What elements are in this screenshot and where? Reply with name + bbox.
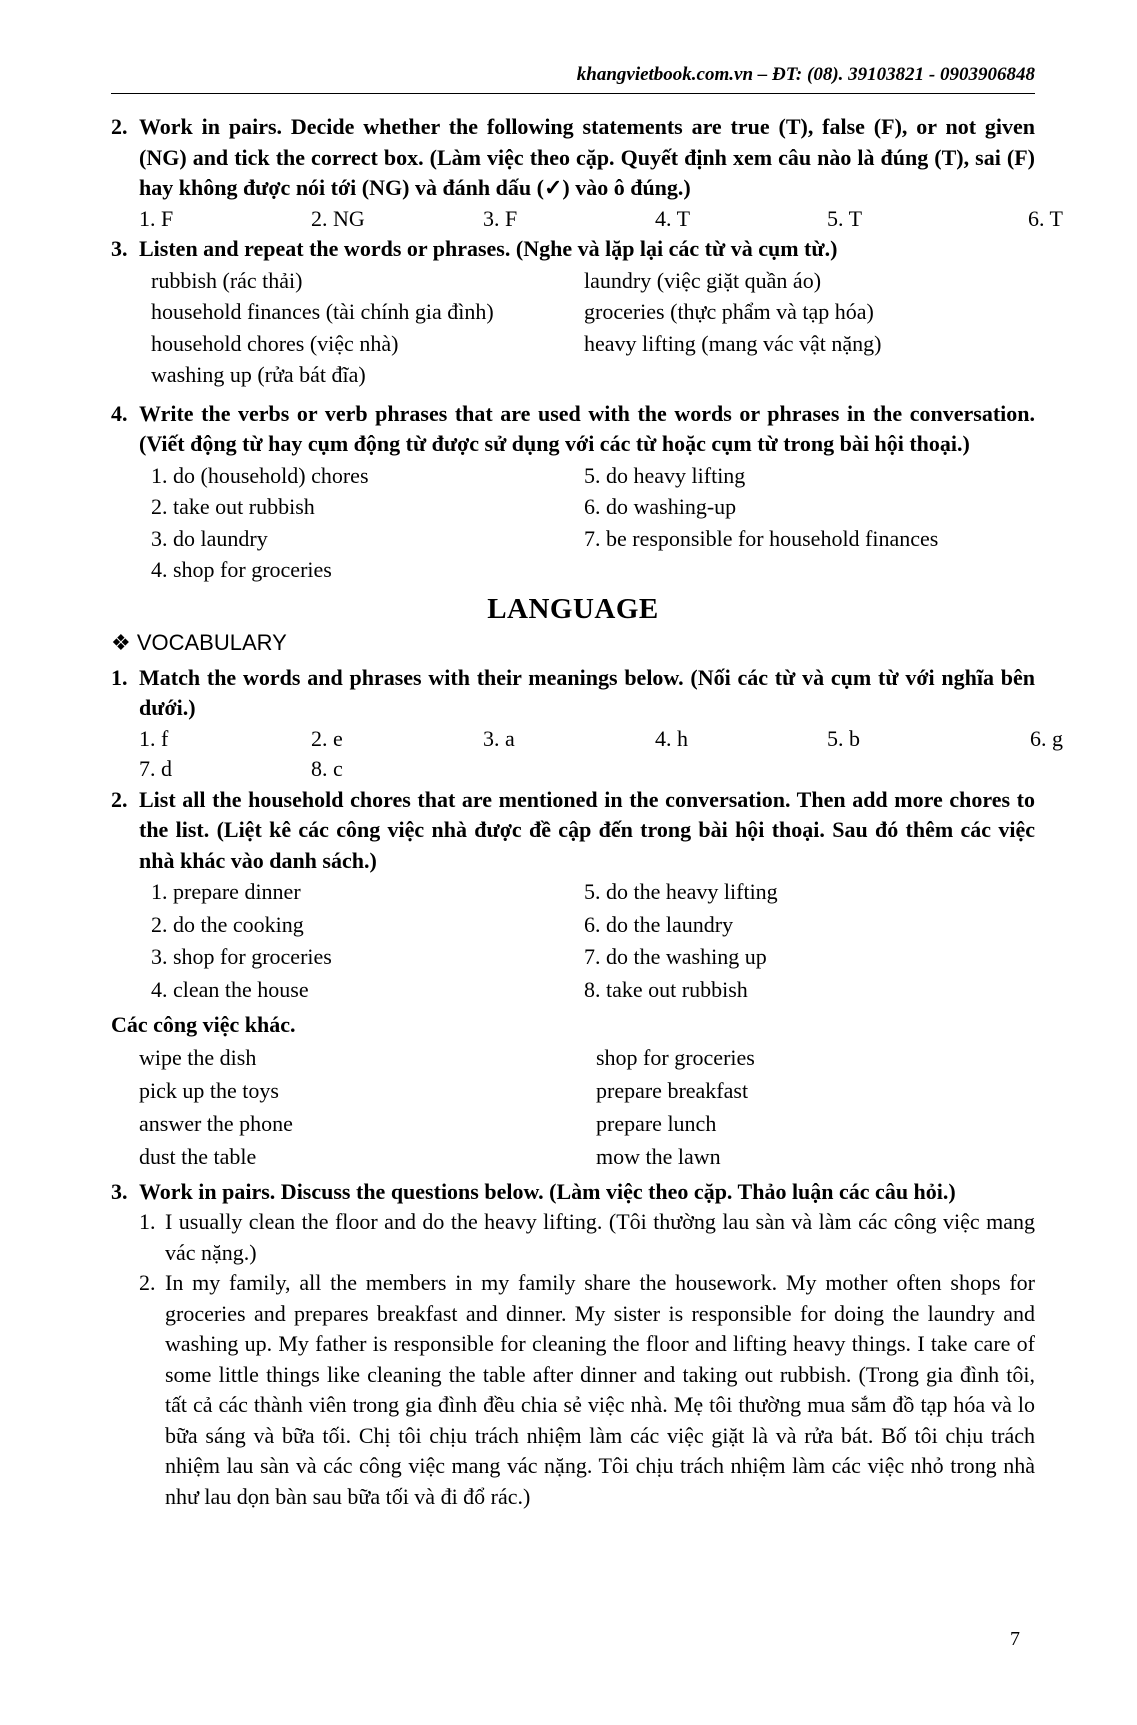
list-item: pick up the toys xyxy=(139,1077,279,1103)
page-number: 7 xyxy=(1010,1628,1020,1650)
chores-list xyxy=(111,876,1035,1006)
vocab-question-3 xyxy=(111,1177,1035,1208)
question-number: 4. xyxy=(111,400,128,426)
page-content xyxy=(111,112,1063,1512)
list-item: washing up (rửa bát đĩa) xyxy=(151,362,366,387)
answer: 6. g xyxy=(1030,725,1063,751)
other-chores-list xyxy=(111,1041,1035,1173)
list-item: dust the table xyxy=(139,1143,257,1169)
question-number: 3. xyxy=(111,236,128,261)
answer: 2. e xyxy=(311,725,343,751)
question-number: 3. xyxy=(111,1178,128,1204)
list-item: 3. shop for groceries xyxy=(151,944,332,969)
list-item: 1. do (household) chores xyxy=(151,462,369,488)
vocab-list xyxy=(111,265,1035,391)
answer-paragraph-2 xyxy=(111,1268,1035,1512)
list-item: wipe the dish xyxy=(139,1044,257,1070)
vocab-question-2 xyxy=(111,785,1035,877)
answer-paragraph-1 xyxy=(111,1207,1035,1268)
list-item: 2. take out rubbish xyxy=(151,494,315,519)
question-number: 2. xyxy=(111,114,128,139)
list-item: 4. shop for groceries xyxy=(151,557,332,582)
answer-row xyxy=(111,204,1063,235)
question-text: Work in pairs. Discuss the questions below. (Làm việc theo cặp. Thảo luận các câu hỏi.) xyxy=(139,1178,956,1204)
question-text: Work in pairs. Decide whether the following statements are true (T), false (F), or not given (NG) and tick the correct box. (Làm việc theo cặp. Quyết định xem câu nào là đúng (T), sai (F) hay không được nói tới (NG) và đánh dấu (✓) vào ô đúng.) xyxy=(139,114,1035,200)
answer: 4. h xyxy=(655,725,688,751)
list-item: mow the lawn xyxy=(596,1143,721,1169)
list-item: household finances (tài chính gia đình) xyxy=(151,299,494,324)
list-item: 1. prepare dinner xyxy=(151,879,301,904)
list-item: prepare breakfast xyxy=(596,1077,749,1103)
list-item: groceries (thực phẩm và tạp hóa) xyxy=(584,299,874,324)
list-item: household chores (việc nhà) xyxy=(151,330,399,356)
answer: 4. T xyxy=(655,205,691,231)
list-item: 2. do the cooking xyxy=(151,911,304,937)
answer-row xyxy=(111,724,1063,785)
answer: 1. F xyxy=(139,205,174,231)
list-item: prepare lunch xyxy=(596,1110,717,1136)
other-chores-title: Các công việc khác. xyxy=(111,1012,296,1037)
answer: 6. T xyxy=(1027,205,1063,231)
list-item: 5. do heavy lifting xyxy=(584,462,746,488)
answer: 3. a xyxy=(483,725,515,751)
question-2 xyxy=(111,112,1035,204)
list-item: 3. do laundry xyxy=(151,525,268,551)
answer: 2. NG xyxy=(311,205,365,231)
list-item: answer the phone xyxy=(139,1110,293,1136)
vocabulary-heading: ❖ VOCABULARY xyxy=(111,630,287,655)
answer-text: I usually clean the floor and do the heavy lifting. (Tôi thường lau sàn và làm các công việc mang vác nặng.) xyxy=(165,1209,1035,1265)
answer: 5. b xyxy=(827,725,860,751)
answer-number: 1. xyxy=(139,1209,156,1234)
list-item: heavy lifting (mang vác vật nặng) xyxy=(584,330,882,356)
answer-text: In my family, all the members in my family share the housework. My mother often shops for groceries and prepares breakfast and dinner. My sister is responsible for doing the laundry and washing up. My father is responsible for cleaning the floor and lifting heavy things. I take care of some little things like cleaning the table after dinner and taking out rubbish. (Trong gia đình tôi, tất cả các thành viên trong gia đình đều chia sẻ việc nhà. Mẹ tôi thường mua sắm đồ tạp hóa và lo bữa sáng và bữa tối. Chị tôi chịu trách nhiệm làm các việc giặt là và rửa bát. Bố tôi chịu trách nhiệm lau sàn và các công việc mang vác nặng. Tôi chịu trách nhiệm làm các việc nhỏ trong nhà như lau dọn bàn sau bữa tối và đi đổ rác.) xyxy=(165,1270,1035,1509)
question-number: 2. xyxy=(111,786,128,812)
answer-number: 2. xyxy=(139,1270,156,1295)
list-item: 8. take out rubbish xyxy=(584,976,748,1002)
section-title: LANGUAGE xyxy=(487,592,659,625)
list-item: 6. do the laundry xyxy=(584,911,734,937)
vocab-question-1 xyxy=(111,663,1035,724)
question-text: Write the verbs or verb phrases that are used with the words or phrases in the conversation. (Viết động từ hay cụm động từ được sử dụng với các từ hoặc cụm từ trong bài hội thoại.) xyxy=(139,400,1035,456)
answer: 7. d xyxy=(139,756,172,781)
list-item: 5. do the heavy lifting xyxy=(584,879,778,904)
question-number: 1. xyxy=(111,664,128,690)
list-item: 6. do washing-up xyxy=(584,494,737,519)
list-item: laundry (việc giặt quần áo) xyxy=(584,267,822,293)
question-4 xyxy=(111,399,1035,460)
answer: 1. f xyxy=(139,725,169,751)
answer: 8. c xyxy=(311,756,343,781)
header-rule xyxy=(111,93,1035,94)
list-item: shop for groceries xyxy=(596,1044,755,1070)
answer-list xyxy=(111,460,1035,586)
question-text: List all the household chores that are mentioned in the conversation. Then add more chores to the list. (Liệt kê các công việc nhà được đề cập đến trong bài hội thoại. Sau đó thêm các việc nhà khác vào danh sách.) xyxy=(139,786,1035,873)
answer: 5. T xyxy=(827,205,863,231)
question-3 xyxy=(111,234,1035,265)
list-item: 4. clean the house xyxy=(151,976,309,1002)
list-item: 7. do the washing up xyxy=(584,944,767,969)
list-item: rubbish (rác thải) xyxy=(151,267,303,293)
list-item: 7. be responsible for household finances xyxy=(584,525,939,551)
page-header: khangvietbook.com.vn – ĐT: (08). 39103821 - 0903906848 xyxy=(576,64,1035,85)
question-text: Match the words and phrases with their meanings below. (Nối các từ và cụm từ với nghĩa bên dưới.) xyxy=(139,664,1035,720)
question-text: Listen and repeat the words or phrases. (Nghe và lặp lại các từ và cụm từ.) xyxy=(139,236,838,261)
answer: 3. F xyxy=(483,205,518,231)
